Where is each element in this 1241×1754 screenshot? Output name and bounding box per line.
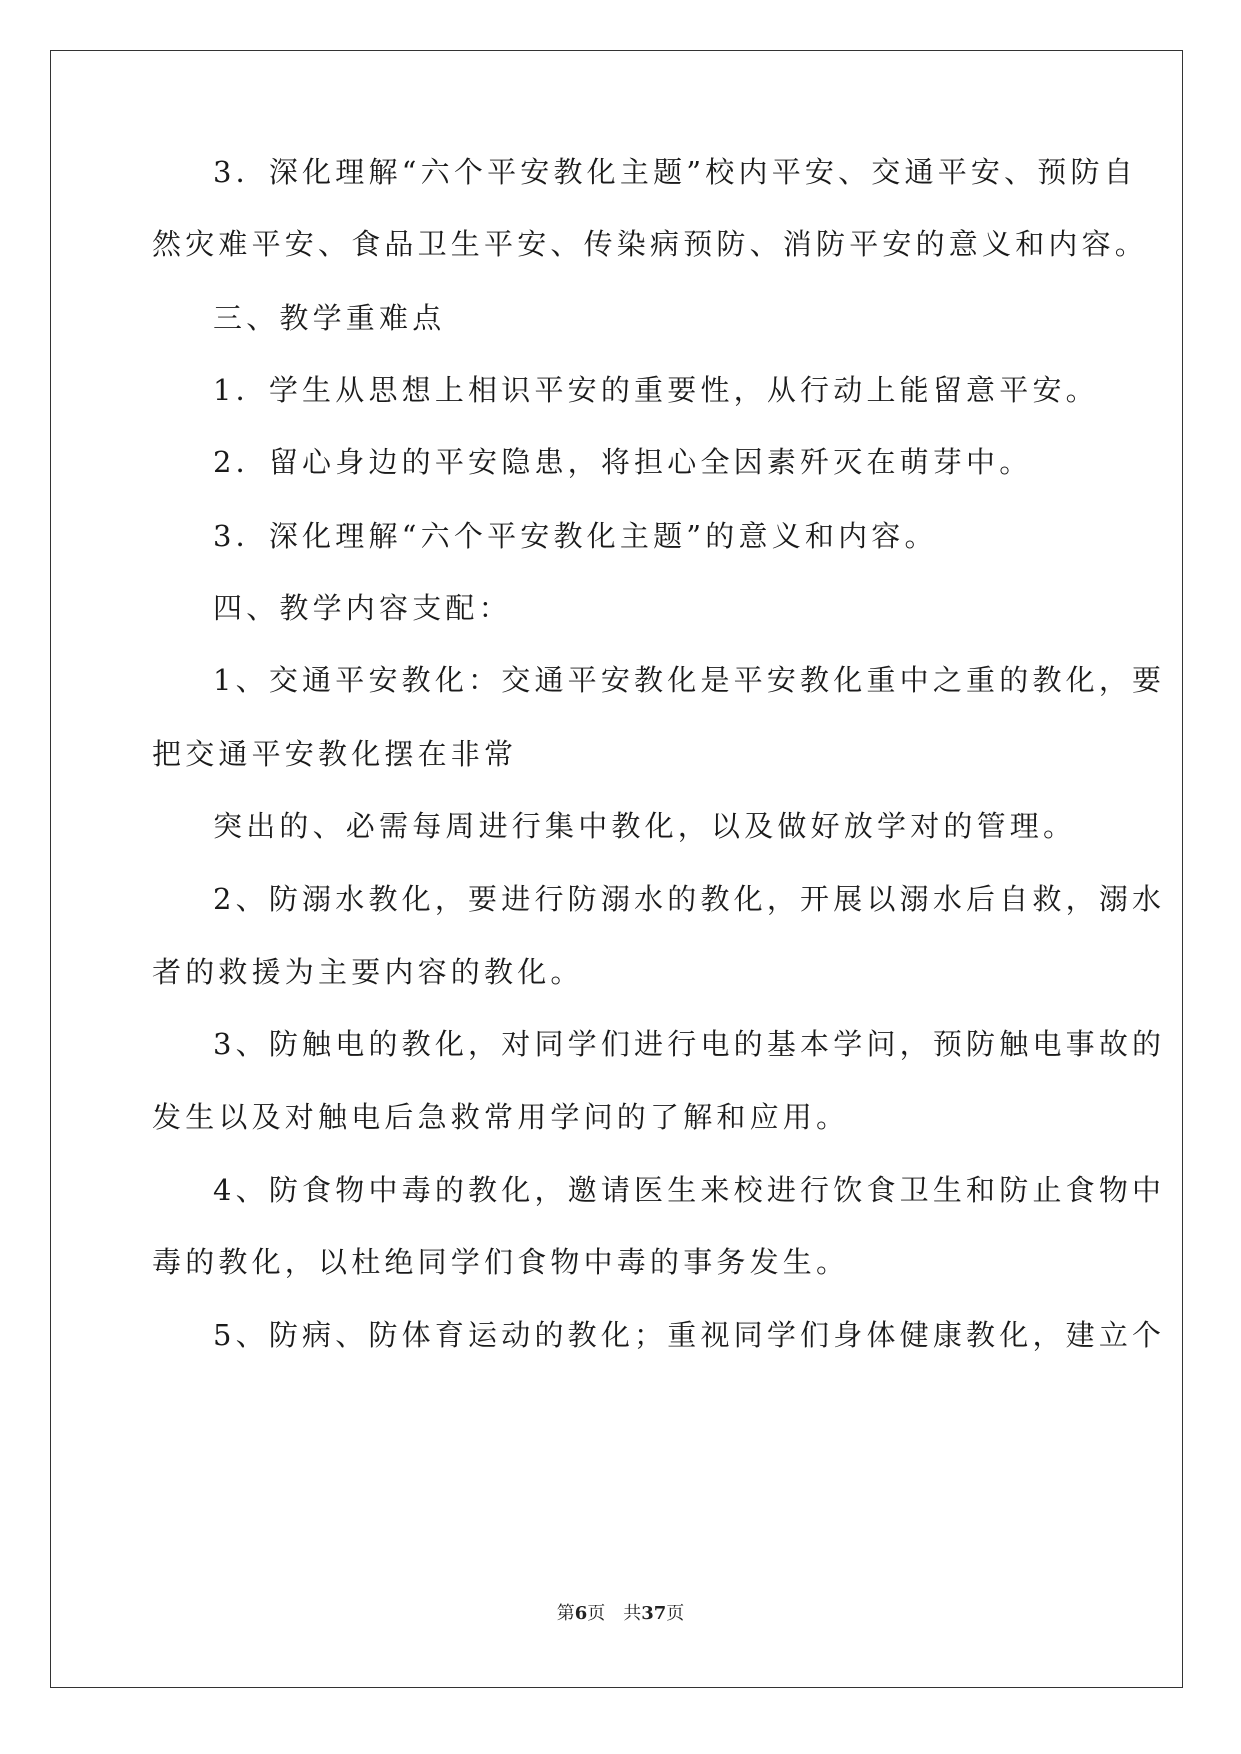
paragraph-line: 2、防溺水教化，要进行防溺水的教化，开展以溺水后自救，溺水 xyxy=(213,882,1166,916)
paragraph-line: 然灾难平安、食品卫生平安、传染病预防、消防平安的意义和内容。 xyxy=(152,227,1149,261)
section-heading: 三、教学重难点 xyxy=(213,301,446,335)
paragraph-line: 4、防食物中毒的教化，邀请医生来校进行饮食卫生和防止食物中 xyxy=(213,1173,1166,1207)
paragraph-line: 3．深化理解“六个平安教化主题”校内平安、交通平安、预防自 xyxy=(213,155,1137,189)
paragraph-line: 突出的、必需每周进行集中教化，以及做好放学对的管理。 xyxy=(213,809,1077,843)
paragraph-line: 2．留心身边的平安隐患，将担心全因素歼灭在萌芽中。 xyxy=(213,445,1033,479)
paragraph-line: 1、交通平安教化：交通平安教化是平安教化重中之重的教化，要 xyxy=(213,663,1166,697)
paragraph-line: 3．深化理解“六个平安教化主题”的意义和内容。 xyxy=(213,519,938,553)
current-page-number: 6 xyxy=(574,1603,588,1624)
paragraph-line: 发生以及对触电后急救常用学问的了解和应用。 xyxy=(152,1100,850,1134)
paragraph-line: 3、防触电的教化，对同学们进行电的基本学问，预防触电事故的 xyxy=(213,1027,1166,1061)
total-page-count: 37 xyxy=(641,1603,667,1624)
paragraph-line: 毒的教化，以杜绝同学们食物中毒的事务发生。 xyxy=(152,1245,850,1279)
footer-middle: 页 共 xyxy=(587,1603,642,1624)
paragraph-line: 5、防病、防体育运动的教化；重视同学们身体健康教化，建立个 xyxy=(213,1318,1166,1352)
footer-suffix: 页 xyxy=(666,1603,685,1624)
section-heading: 四、教学内容支配： xyxy=(213,591,512,625)
page-footer xyxy=(0,1602,1241,1626)
paragraph-line: 1．学生从思想上相识平安的重要性，从行动上能留意平安。 xyxy=(213,373,1099,407)
paragraph-line: 者的救援为主要内容的教化。 xyxy=(152,955,584,989)
paragraph-line: 把交通平安教化摆在非常 xyxy=(152,737,518,771)
page-border xyxy=(50,50,1183,1688)
footer-prefix: 第 xyxy=(556,1603,575,1624)
